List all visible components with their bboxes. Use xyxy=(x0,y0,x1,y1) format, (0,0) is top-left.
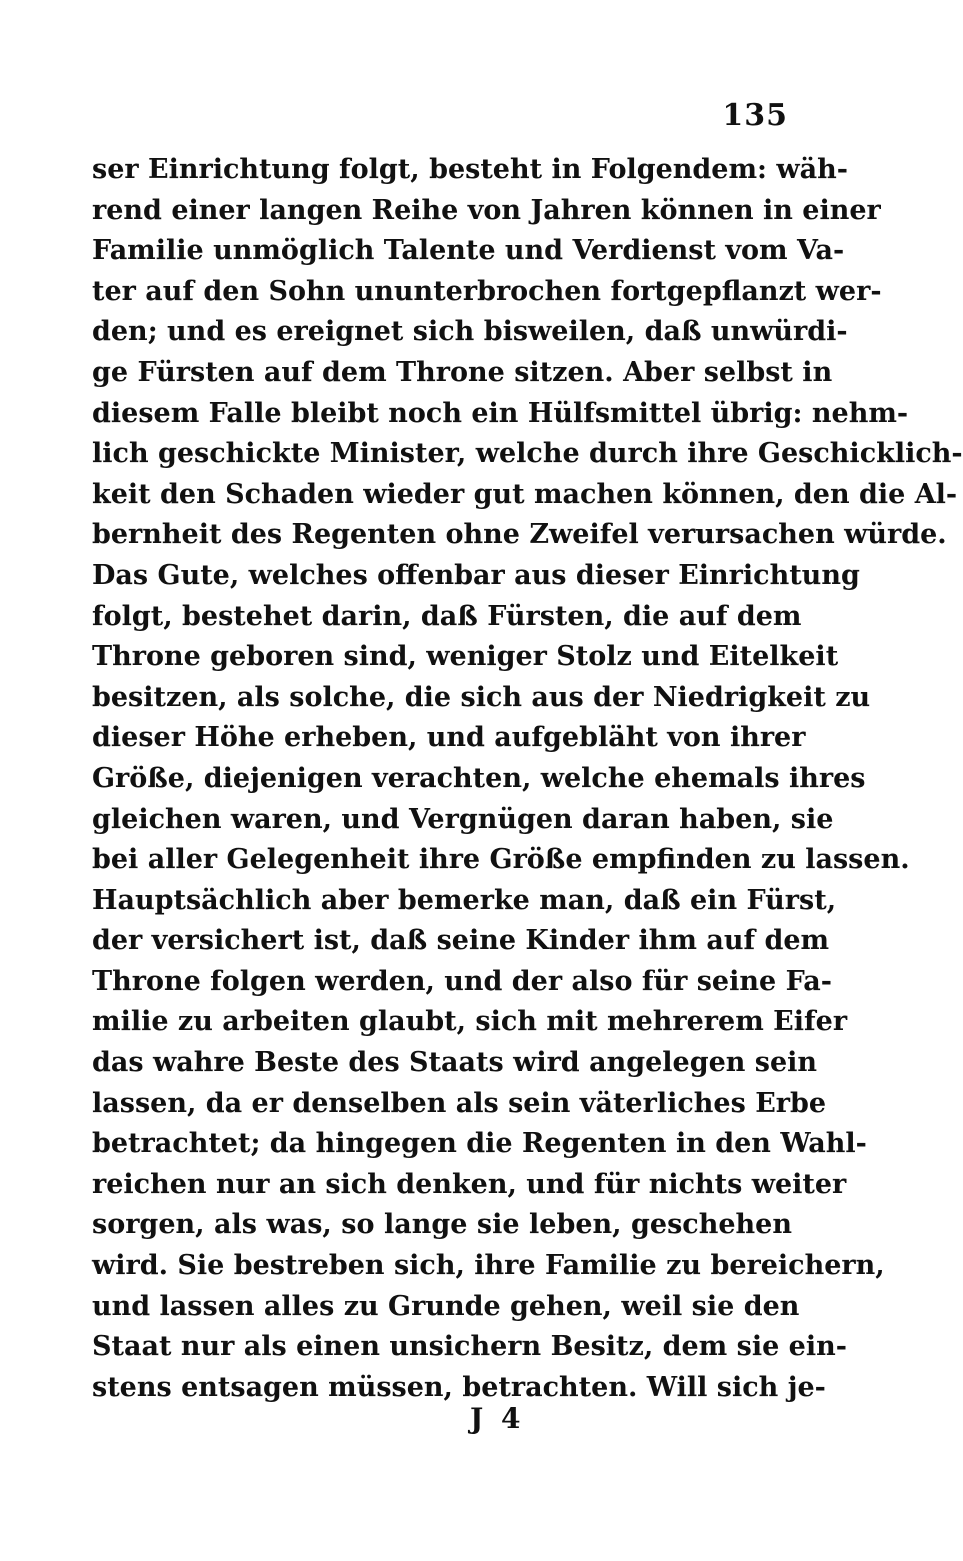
text-line: ter auf den Sohn ununterbrochen fortgepflanzt wer- xyxy=(92,275,882,307)
text-line: betrachtet; da hingegen die Regenten in den Wahl- xyxy=(92,1128,867,1160)
text-line: und lassen alles zu Grunde gehen, weil sie den xyxy=(92,1290,800,1322)
text-line: rend einer langen Reihe von Jahren können in einer xyxy=(92,194,881,226)
text-line: den; und es ereignet sich bisweilen, daß unwürdi- xyxy=(92,316,848,348)
text-line: Throne folgen werden, und der also für seine Fa- xyxy=(92,965,832,997)
text-line: keit den Schaden wieder gut machen können, den die Al- xyxy=(92,478,958,510)
text-line: folgt, bestehet darin, daß Fürsten, die auf dem xyxy=(92,600,802,632)
text-line: milie zu arbeiten glaubt, sich mit mehrerem Eifer xyxy=(92,1006,848,1038)
text-line: reichen nur an sich denken, und für nichts weiter xyxy=(92,1168,847,1200)
body-text xyxy=(92,150,963,1408)
text-line: das wahre Beste des Staats wird angelegen sein xyxy=(92,1047,818,1079)
page-number: 135 xyxy=(722,98,788,133)
text-line: bernheit des Regenten ohne Zweifel verursachen würde. xyxy=(92,519,947,551)
text-line: ser Einrichtung folgt, besteht in Folgendem: wäh- xyxy=(92,154,848,185)
text-line: Throne geboren sind, weniger Stolz und Eitelkeit xyxy=(92,641,839,673)
text-line: der versichert ist, daß seine Kinder ihm auf dem xyxy=(92,925,830,957)
text-line: dieser Höhe erheben, und aufgebläht von ihrer xyxy=(92,722,806,754)
text-line: diesem Falle bleibt noch ein Hülfsmittel übrig: nehm- xyxy=(92,397,909,429)
text-line: wird. Sie bestreben sich, ihre Familie zu bereichern, xyxy=(92,1250,885,1282)
text-line: besitzen, als solche, die sich aus der Niedrigkeit zu xyxy=(92,681,871,713)
text-line: Hauptsächlich aber bemerke man, daß ein Fürst, xyxy=(92,884,837,916)
text-line: Größe, diejenigen verachten, welche ehemals ihres xyxy=(92,762,866,794)
text-line: Das Gute, welches offenbar aus dieser Einrichtung xyxy=(92,559,860,591)
text-line: stens entsagen müssen, betrachten. Will sich je- xyxy=(92,1371,826,1403)
text-line: lassen, da er denselben als sein väterliches Erbe xyxy=(92,1087,827,1119)
text-line: lich geschickte Minister, welche durch ihre Geschicklich- xyxy=(92,438,963,470)
text-line: ge Fürsten auf dem Throne sitzen. Aber selbst in xyxy=(92,356,833,388)
text-line: gleichen waren, und Vergnügen daran haben, sie xyxy=(92,803,834,835)
text-line: bei aller Gelegenheit ihre Größe empfinden zu lassen. xyxy=(92,844,910,876)
text-line: Staat nur als einen unsichern Besitz, dem sie ein- xyxy=(92,1331,847,1363)
text-line: Familie unmöglich Talente und Verdienst vom Va- xyxy=(92,235,845,267)
text-line: sorgen, als was, so lange sie leben, geschehen xyxy=(92,1209,792,1241)
signature-mark: J 4 xyxy=(470,1402,525,1435)
